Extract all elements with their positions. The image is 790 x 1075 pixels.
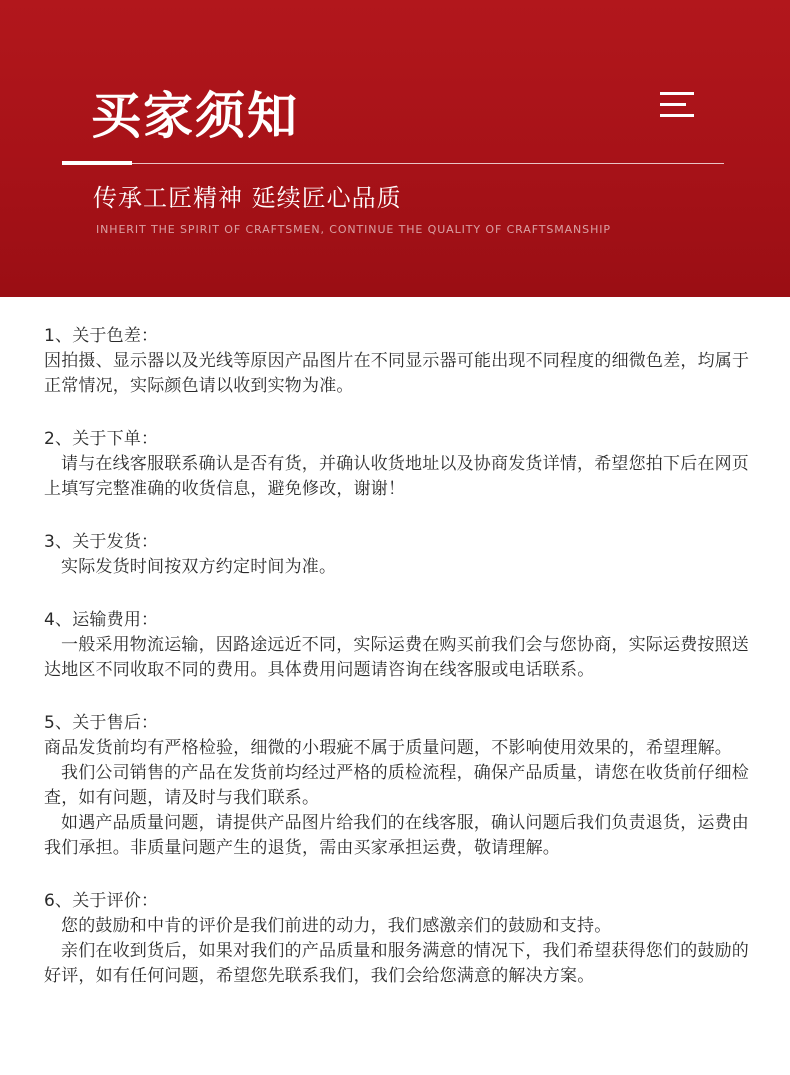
section-paragraph: 我们公司销售的产品在发货前均经过严格的质检流程，确保产品质量，请您在收货前仔细检查，如有问题，请及时与我们联系。: [44, 763, 749, 808]
banner-slogan: 传承工匠精神 延续匠心品质: [93, 184, 402, 212]
section-heading: 3、关于发货：: [44, 532, 159, 552]
section-heading: 5、关于售后：: [44, 713, 159, 733]
section-reviews: [44, 889, 750, 989]
menu-icon[interactable]: [660, 92, 696, 118]
page-title: 买家须知: [91, 87, 299, 145]
banner-subtitle: INHERIT THE SPIRIT OF CRAFTSMEN, CONTINUE THE QUALITY OF CRAFTSMANSHIP: [96, 223, 611, 236]
divider-line: [62, 163, 724, 164]
section-paragraph: 您的鼓励和中肯的评价是我们前进的动力，我们感激亲们的鼓励和支持。: [61, 916, 612, 936]
section-paragraph: 亲们在收到货后，如果对我们的产品质量和服务满意的情况下，我们希望获得您们的鼓励的好评，如有任何问题，希望您先联系我们，我们会给您满意的解决方案。: [44, 941, 749, 986]
section-heading: 6、关于评价：: [44, 891, 159, 911]
section-paragraph: 因拍摄、显示器以及光线等原因产品图片在不同显示器可能出现不同程度的细微色差，均属于正常情况，实际颜色请以收到实物为准。: [44, 351, 750, 396]
section-shipping: [44, 530, 750, 580]
divider-accent: [62, 161, 132, 165]
section-heading: 4、运输费用：: [44, 610, 159, 630]
section-after-sales: [44, 711, 750, 861]
section-paragraph: 实际发货时间按双方约定时间为准。: [61, 557, 337, 577]
notice-content: [44, 324, 750, 1017]
section-paragraph: 请与在线客服联系确认是否有货，并确认收货地址以及协商发货详情，希望您拍下后在网页上填写完整准确的收货信息，避免修改，谢谢！: [44, 454, 749, 499]
section-color-difference: [44, 324, 750, 399]
section-paragraph: 商品发货前均有严格检验，细微的小瑕疵不属于质量问题，不影响使用效果的，希望理解。: [44, 738, 732, 758]
section-paragraph: 一般采用物流运输，因路途远近不同，实际运费在购买前我们会与您协商，实际运费按照送达地区不同收取不同的费用。具体费用问题请咨询在线客服或电话联系。: [44, 635, 749, 680]
section-freight-cost: [44, 608, 750, 683]
section-heading: 1、关于色差：: [44, 326, 159, 346]
section-ordering: [44, 427, 750, 502]
header-banner: [0, 0, 790, 297]
section-heading: 2、关于下单：: [44, 429, 159, 449]
section-paragraph: 如遇产品质量问题，请提供产品图片给我们的在线客服，确认问题后我们负责退货，运费由我们承担。非质量问题产生的退货，需由买家承担运费，敬请理解。: [44, 813, 749, 858]
